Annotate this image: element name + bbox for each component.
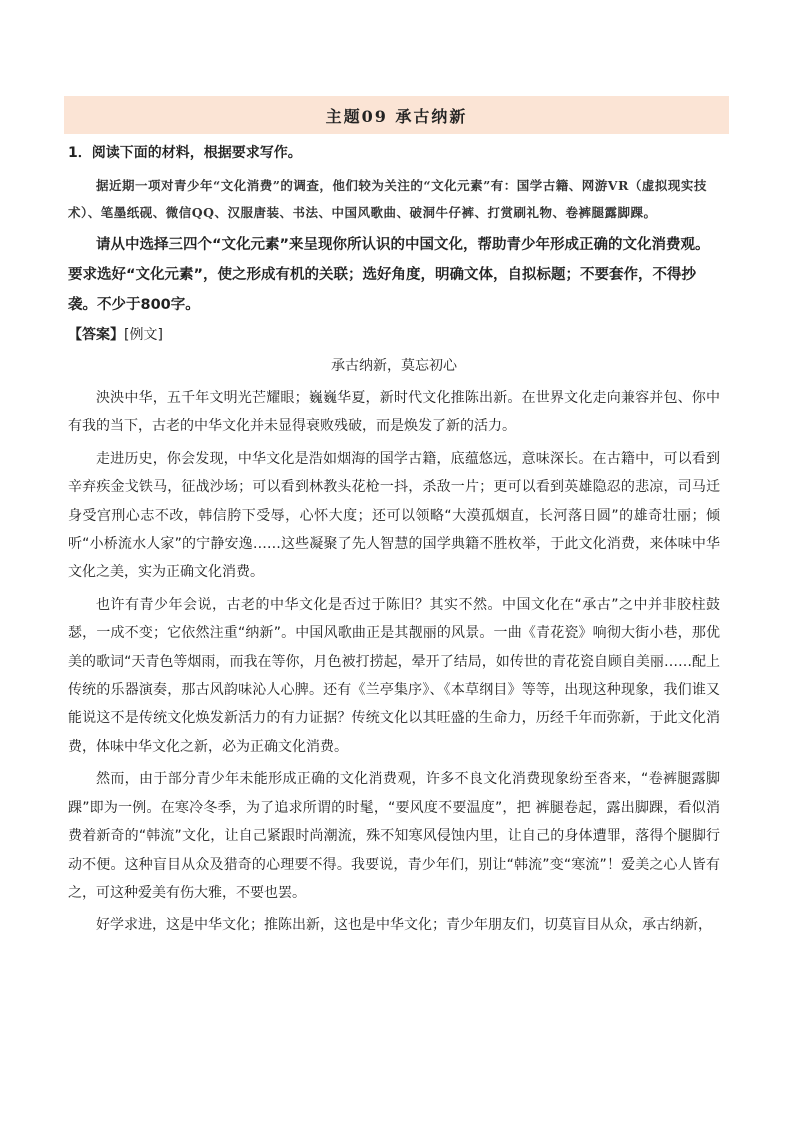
- essay-paragraph: 好学求进，这是中华文化；推陈出新，这也是中华文化；青少年朋友们，切莫盲目从众，承古纳新，: [96, 917, 712, 934]
- essay-paragraph: 也许有青少年会说，古老的中华文化是否过于陈旧？其实不然。中国文化在“承古”之中并非胶柱鼓瑟，一成不变；它依然注重“纳新”。中国风歌曲正是其靓丽的风景。一曲《青花瓷》响彻大街小巷，那优美的歌词“天青色等烟雨，而我在等你，月色被打捞起，晕开了结局，如传世的青花瓷自顾自美丽……配上传统的乐器演奏，那古风韵味沁人心脾。还有《兰亭集序》、《本草纲目》等等，出现这种现象，我们谁又能说这不是传统文化焕发新活力的有力证据？传统文化以其旺盛的生命力，历经千年而弥新，于此文化消费，体味中华文化之新，必为正确文化消费。: [68, 596, 720, 755]
- essay-paragraph: 走进历史，你会发现，中华文化是浩如烟海的国学古籍，底蕴悠远，意味深长。在古籍中，可以看到辛弃疾金戈铁马，征战沙场；可以看到林教头花枪一抖，杀敌一片；更可以看到英雄隐忍的悲凉，司马迁身受宫刑心志不改，韩信胯下受辱，心怀大度；还可以领略“大漠孤烟直，长河落日圆”的雄奇壮丽；倾听“小桥流水人家”的宁静安逸……这些凝聚了先人智慧的国学典籍不胜枚举，于此文化消费，来体味中华文化之美，实为正确文化消费。: [68, 450, 720, 581]
- answer-label: 【答案】: [68, 327, 124, 343]
- question-material: 据近期一项对青少年“文化消费”的调查，他们较为关注的“文化元素”有：国学古籍、网游VR（虚拟现实技术）、笔墨纸砚、微信QQ、汉服唐装、书法、中国风歌曲、破洞牛仔裤、打赏刷礼物、卷裤腿露脚踝。: [68, 178, 707, 220]
- essay-paragraph: 泱泱中华，五千年文明光芒耀眼；巍巍华夏，新时代文化推陈出新。在世界文化走向兼容并包、你中有我的当下，古老的中华文化并未显得衰败残破，而是焕发了新的活力。: [68, 390, 720, 435]
- answer-tag: [例文]: [124, 327, 163, 343]
- answer-heading: [68, 322, 720, 348]
- writing-prompt: 请从中选择三四个“文化元素”来呈现你所认识的中国文化，帮助青少年形成正确的文化消费观。要求选好“文化元素”，使之形成有机的关联；选好角度，明确文体，自拟标题；不要套作，不得抄袭。不少于800字。: [68, 237, 710, 313]
- essay-paragraph: 然而，由于部分青少年未能形成正确的文化消费观，许多不良文化消费现象纷至沓来，“卷裤腿露脚踝”即为一例。在寒冷冬季，为了追求所谓的时髦，“要风度不要温度”，把 裤腿卷起，露出脚踝，看似消费着新奇的“韩流”文化，让自己紧跟时尚潮流，殊不知寒风侵蚀内里，让自己的身体遭罪，落得个腿脚行动不便。这种盲目从众及猎奇的心理要不得。我要说，青少年们，别让“韩流”变“寒流”！爱美之心人皆有之，可这种爱美有伤大雅，不要也罢。: [68, 771, 720, 901]
- topic-header: [64, 96, 729, 134]
- document-body: [68, 142, 720, 940]
- topic-title: 主题09 承古纳新: [325, 106, 468, 126]
- essay-title: 承古纳新，莫忘初心: [331, 358, 457, 374]
- question-instruction: 1．阅读下面的材料，根据要求写作。: [68, 145, 302, 161]
